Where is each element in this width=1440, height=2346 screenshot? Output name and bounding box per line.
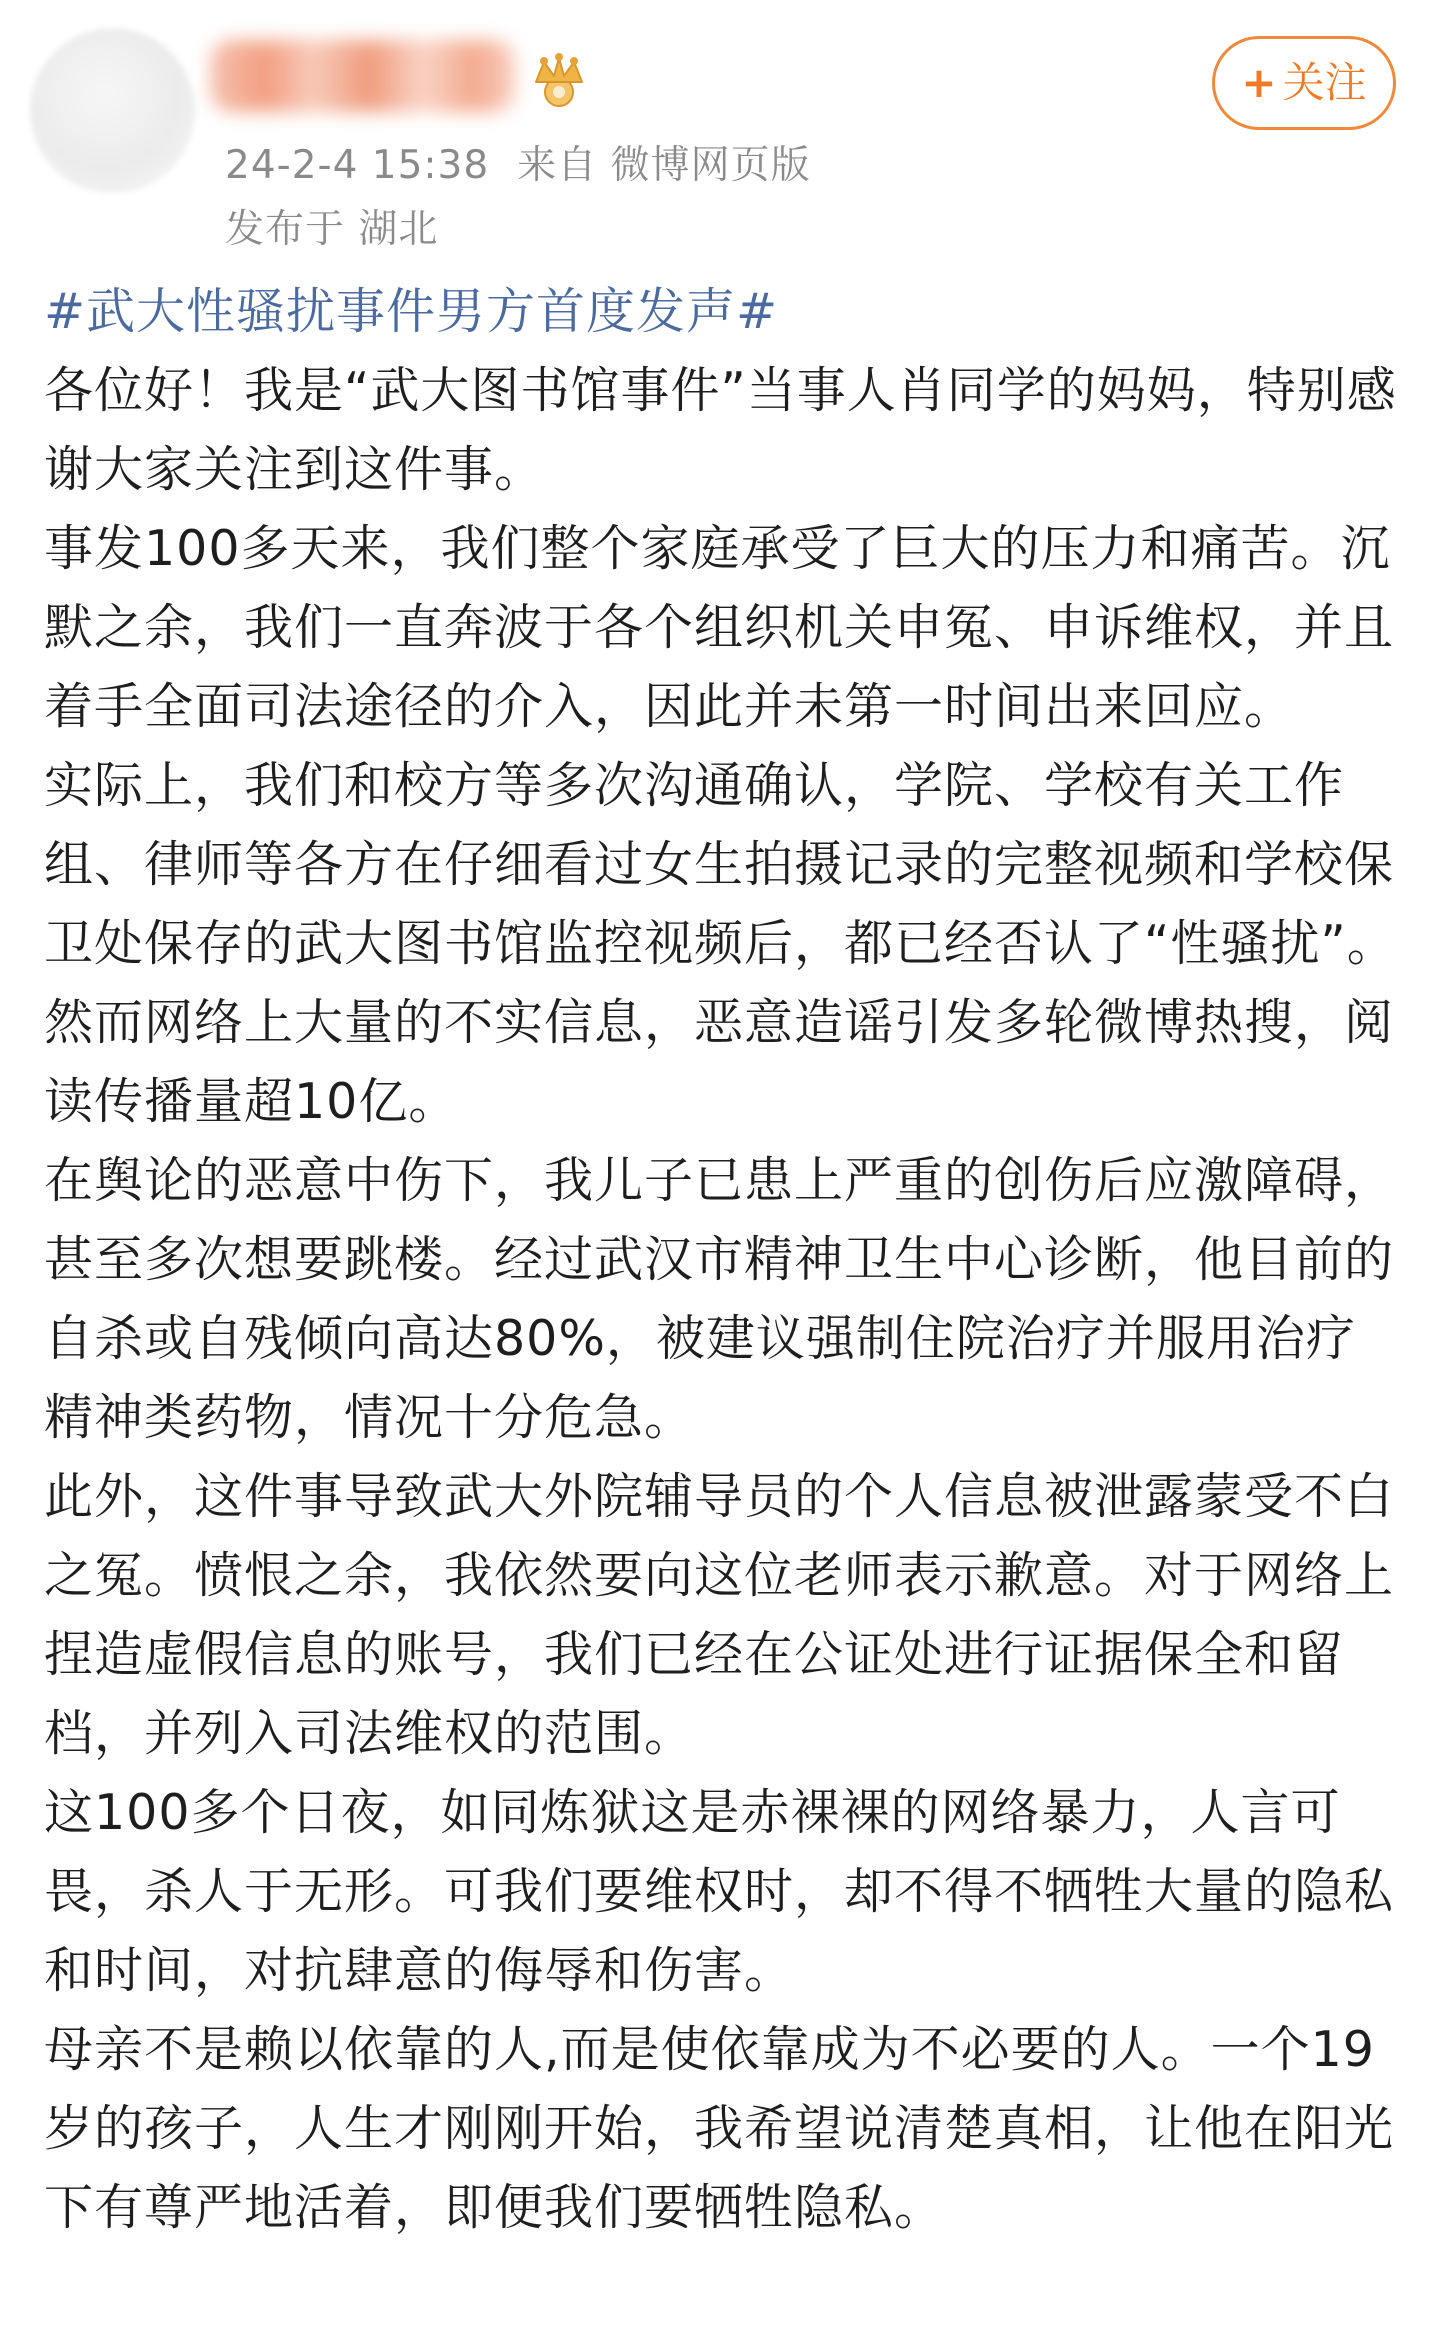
post-meta (225, 134, 811, 190)
follow-label: 关注 (1282, 58, 1367, 107)
post-paragraph: 此外，这件事导致武大外院辅导员的个人信息被泄露蒙受不白之冤。愤恨之余，我依然要向这位老师表示歉意。对于网络上捏造虚假信息的账号，我们已经在公证处进行证据保全和留档，并列入司法维权的范围。 (44, 1468, 1395, 1762)
post-content (44, 272, 1404, 2247)
post-location: 发布于 湖北 (225, 207, 439, 252)
post-paragraph: 实际上，我们和校方等多次沟通确认，学院、学校有关工作组、律师等各方在仔细看过女生拍摄记录的完整视频和学校保卫处保存的武大图书馆监控视频后，都已经否认了“性骚扰”。然而网络上大量的不实信息，恶意造谣引发多轮微博热搜，阅读传播量超10亿。 (44, 757, 1397, 1130)
username-obscured[interactable] (210, 40, 515, 112)
post-paragraph: 各位好！我是“武大图书馆事件”当事人肖同学的妈妈，特别感谢大家关注到这件事。 (44, 362, 1397, 498)
avatar-icon[interactable] (30, 28, 195, 193)
post-header (0, 0, 1440, 252)
crown-icon (528, 52, 590, 108)
post-paragraph: 母亲不是赖以依靠的人,而是使依靠成为不必要的人。一个19岁的孩子，人生才刚刚开始，我希望说清楚真相，让他在阳光下有尊严地活着，即便我们要牺牲隐私。 (44, 2021, 1395, 2236)
post-paragraph: 在舆论的恶意中伤下，我儿子已患上严重的创伤后应激障碍，甚至多次想要跳楼。经过武汉市精神卫生中心诊断，他目前的自杀或自残倾向高达80%，被建议强制住院治疗并服用治疗精神类药物，情况十分危急。 (44, 1152, 1395, 1446)
follow-button[interactable] (1212, 36, 1396, 130)
post-source[interactable]: 来自 微博网页版 (517, 143, 811, 188)
topic-hashtag-link[interactable]: #武大性骚扰事件男方首度发声# (44, 283, 779, 340)
post-paragraph: 事发100多天来，我们整个家庭承受了巨大的压力和痛苦。沉默之余，我们一直奔波于各个组织机关申冤、申诉维权，并且着手全面司法途径的介入，因此并未第一时间出来回应。 (44, 520, 1395, 735)
post-timestamp: 24-2-4 15:38 (225, 143, 490, 188)
plus-icon: + (1241, 58, 1277, 107)
post-paragraph: 这100多个日夜，如同炼狱这是赤裸裸的网络暴力，人言可畏，杀人于无形。可我们要维权时，却不得不牺牲大量的隐私和时间，对抗肆意的侮辱和伤害。 (44, 1784, 1395, 1999)
